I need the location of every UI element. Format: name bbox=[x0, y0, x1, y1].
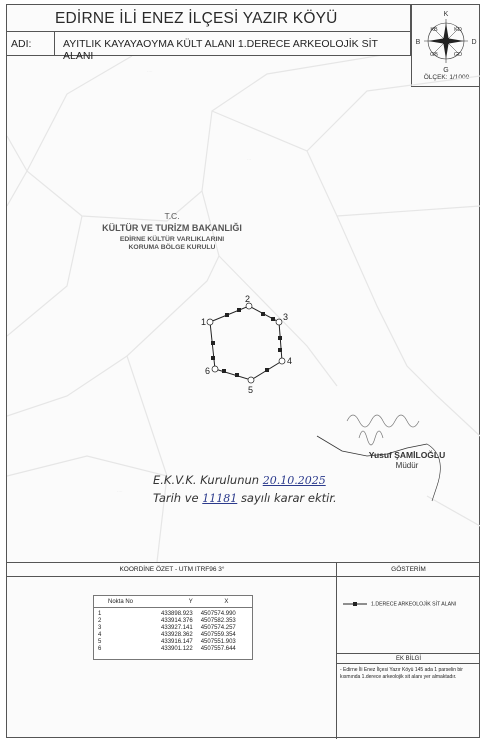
column-header-y: Y bbox=[143, 596, 197, 608]
point-y: 433916.147 bbox=[161, 639, 193, 645]
point-label-6: 6 bbox=[205, 366, 211, 376]
title-box bbox=[7, 5, 411, 32]
boundary-line-icon bbox=[343, 601, 367, 607]
compass-south: G bbox=[443, 67, 449, 74]
map-scale: ÖLÇEK: 1/1000 bbox=[423, 74, 470, 81]
decision-annotation bbox=[153, 473, 353, 509]
point-x: 4507574.257 bbox=[200, 625, 236, 631]
decision-number: 11181 bbox=[202, 492, 238, 505]
compass-southwest: GB bbox=[430, 52, 438, 58]
compass-east: D bbox=[471, 39, 477, 46]
point-x: 4507557.644 bbox=[200, 646, 236, 652]
column-header-x: X bbox=[197, 596, 253, 608]
point-label-5: 5 bbox=[248, 385, 254, 395]
extra-info-text: - Edirne İli Enez İlçesi Yazır Köyü 145 ada 1 parselin bir kısmında 1.derece arkeolojik sit alanı yer almaktadır. bbox=[340, 667, 463, 680]
signature-block bbox=[357, 450, 457, 470]
point-x: 4507582.353 bbox=[200, 618, 236, 624]
stamp-line-2: KÜLTÜR VE TURİZM BAKANLIĞI bbox=[102, 223, 242, 233]
legend-caption: GÖSTERİM bbox=[337, 563, 480, 577]
point-label-2: 2 bbox=[245, 294, 251, 304]
coordinate-section bbox=[7, 563, 337, 739]
decision-prefix: E.K.V.K. Kurulunun bbox=[153, 473, 260, 487]
legend-section bbox=[337, 563, 480, 739]
stamp-line-3: EDİRNE KÜLTÜR VARLIKLARINI bbox=[119, 236, 225, 243]
point-no: 1 bbox=[98, 611, 102, 617]
compass-southeast: GD bbox=[453, 52, 463, 58]
svg-text:....: .... bbox=[117, 488, 123, 494]
stamp-line-1: T.C. bbox=[164, 211, 180, 221]
point-no: 5 bbox=[98, 639, 102, 645]
point-label-3: 3 bbox=[283, 312, 289, 322]
point-x: 4507551.903 bbox=[200, 639, 236, 645]
info-panel bbox=[7, 562, 480, 738]
site-name: AYITLIK KAYAYAOYMA KÜLT ALANI 1.DERECE ARKEOLOJİK SİT ALANI bbox=[63, 38, 378, 62]
point-y: 433914.376 bbox=[161, 618, 193, 624]
decision-middle: Tarih ve bbox=[153, 491, 199, 505]
decision-date: 20.10.2025 bbox=[262, 474, 326, 487]
point-y: 433901.122 bbox=[161, 646, 193, 652]
point-y: 433928.362 bbox=[161, 632, 193, 638]
point-x: 4507574.990 bbox=[200, 611, 236, 617]
compass-northeast: KD bbox=[454, 27, 462, 33]
point-y: 433927.141 bbox=[161, 625, 193, 631]
extra-info-caption: EK BİLGİ bbox=[337, 653, 480, 664]
compass-northwest: KB bbox=[430, 27, 438, 33]
point-x: 4507559.354 bbox=[200, 632, 236, 638]
point-no: 6 bbox=[98, 646, 102, 652]
signatory-name: Yusuf ŞAMİLOĞLU bbox=[368, 450, 446, 460]
map-sheet bbox=[6, 4, 480, 738]
point-no: 4 bbox=[98, 632, 102, 638]
ministry-stamp bbox=[62, 211, 282, 251]
legend-item bbox=[343, 601, 456, 607]
compass-west: B bbox=[415, 39, 421, 46]
point-label-4: 4 bbox=[287, 356, 293, 366]
coordinate-caption: KOORDİNE ÖZET - UTM ITRF96 3° bbox=[7, 563, 337, 577]
signatory-title: Müdür bbox=[395, 461, 419, 470]
name-row bbox=[7, 32, 411, 62]
point-no: 2 bbox=[98, 618, 102, 624]
decision-suffix: sayılı karar ektir. bbox=[240, 491, 337, 505]
point-y: 433898.923 bbox=[161, 611, 193, 617]
name-label: ADI: bbox=[11, 38, 32, 50]
legend-label: 1.DERECE ARKEOLOJİK SİT ALANI bbox=[371, 601, 457, 608]
column-header-point: Nokta No bbox=[94, 596, 144, 608]
svg-text:....: .... bbox=[147, 68, 153, 74]
svg-text:...: ... bbox=[247, 156, 252, 162]
point-no: 3 bbox=[98, 625, 102, 631]
point-label-1: 1 bbox=[201, 317, 207, 327]
document-title: EDİRNE İLİ ENEZ İLÇESİ YAZIR KÖYÜ bbox=[55, 10, 338, 27]
stamp-line-4: KORUMA BÖLGE KURULU bbox=[128, 244, 216, 251]
compass-north: K bbox=[443, 11, 449, 18]
coordinate-table bbox=[93, 595, 253, 660]
name-divider bbox=[54, 32, 55, 56]
